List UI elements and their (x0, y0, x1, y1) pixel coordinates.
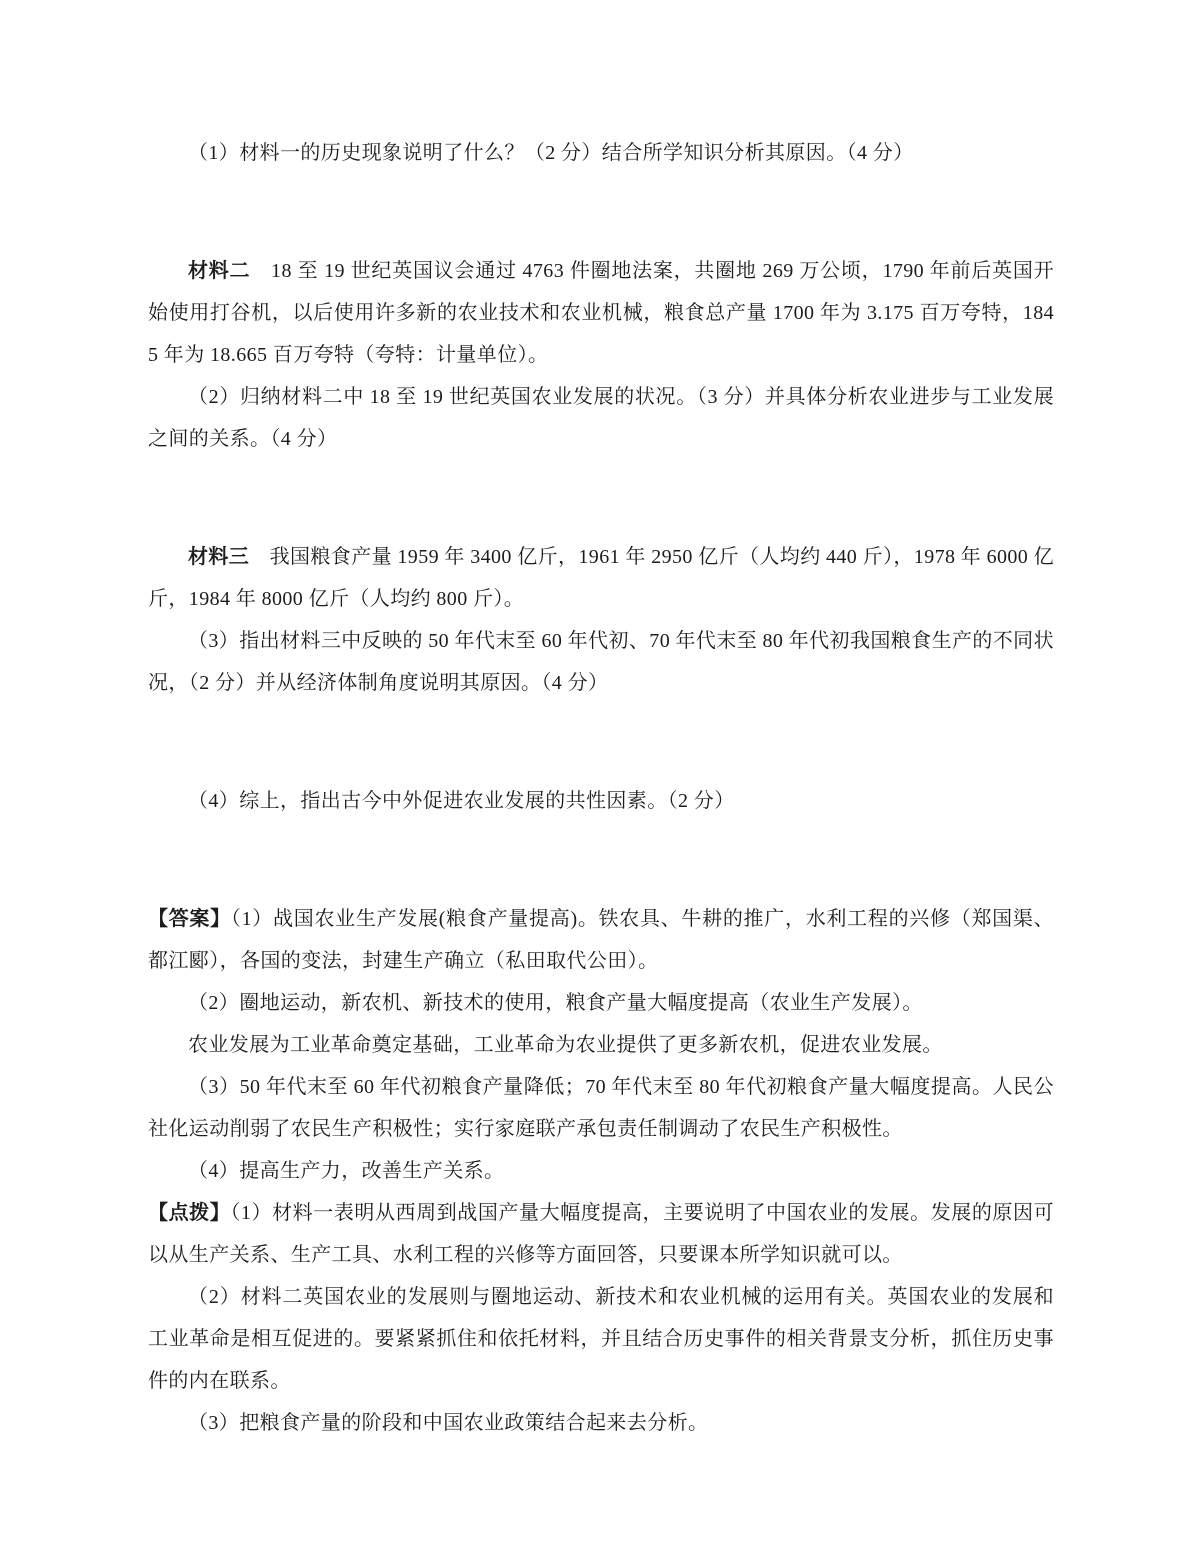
question-1-text: （1）材料一的历史现象说明了什么？（2 分）结合所学知识分析其原因。（4 分） (188, 142, 914, 164)
question-1 (148, 132, 1054, 174)
hint-paragraph-3 (148, 1402, 1054, 1444)
answer-paragraph-2 (148, 982, 1054, 1024)
question-2 (148, 376, 1054, 460)
answer-paragraph-2-text: （2）圈地运动，新农机、新技术的使用，粮食产量大幅度提高（农业生产发展）。 (188, 992, 923, 1014)
answer-paragraph-4-text: （3）50 年代末至 60 年代初粮食产量降低；70 年代末至 80 年代初粮食产量大幅度提高。人民公社化运动削弱了农民生产积极性；实行家庭联产承包责任制调动了农民生产积极性。 (148, 1076, 1054, 1140)
hint-paragraph-1-text: （1）材料一表明从西周到战国产量大幅度提高，主要说明了中国农业的发展。发展的原因可以从生产关系、生产工具、水利工程的兴修等方面回答，只要课本所学知识就可以。 (148, 1202, 1054, 1266)
question-2-text: （2）归纳材料二中 18 至 19 世纪英国农业发展的状况。（3 分）并具体分析农业进步与工业发展之间的关系。（4 分） (148, 386, 1054, 450)
material-2-text: 18 至 19 世纪英国议会通过 4763 件圈地法案，共圈地 269 万公顷，1790 年前后英国开始使用打谷机，以后使用许多新的农业技术和农业机械，粮食总产量 1700 年为 3.175 百万夸特，1845 年为 18.665 百万夸特（夸特：计量单位）。 (148, 260, 1054, 366)
answer-paragraph-3 (148, 1024, 1054, 1066)
answer-paragraph-3-text: 农业发展为工业革命奠定基础，工业革命为农业提供了更多新农机，促进农业发展。 (188, 1034, 943, 1056)
question-4 (148, 780, 1054, 822)
answer-paragraph-1-label: 【答案】 (148, 908, 231, 930)
hint-paragraph-2-text: （2）材料二英国农业的发展则与圈地运动、新技术和农业机械的运用有关。英国农业的发展和工业革命是相互促进的。要紧紧抓住和依托材料，并且结合历史事件的相关背景支分析，抓住历史事件的内在联系。 (148, 1286, 1054, 1392)
material-3-text: 我国粮食产量 1959 年 3400 亿斤，1961 年 2950 亿斤（人均约 440 斤），1978 年 6000 亿斤，1984 年 8000 亿斤（人均约 800 斤）。 (148, 546, 1055, 610)
hint-paragraph-3-text: （3）把粮食产量的阶段和中国农业政策结合起来去分析。 (188, 1412, 709, 1434)
material-3 (148, 536, 1054, 620)
answer-paragraph-5-text: （4）提高生产力，改善生产关系。 (188, 1160, 505, 1182)
material-2-label: 材料二 (188, 260, 251, 282)
answer-paragraph-1 (148, 898, 1054, 982)
question-4-text: （4）综上，指出古今中外促进农业发展的共性因素。（2 分） (188, 790, 735, 812)
material-3-label: 材料三 (188, 546, 250, 568)
answer-paragraph-1-text: （1）战国农业生产发展(粮食产量提高)。铁农具、牛耕的推广，水利工程的兴修（郑国渠、都江郾），各国的变法，封建生产确立（私田取代公田）。 (148, 908, 1054, 972)
document-body (148, 132, 1054, 1444)
hint-paragraph-1 (148, 1192, 1054, 1276)
question-3-text: （3）指出材料三中反映的 50 年代末至 60 年代初、70 年代末至 80 年代初我国粮食生产的不同状况，（2 分）并从经济体制角度说明其原因。（4 分） (148, 630, 1054, 694)
answer-paragraph-5 (148, 1150, 1054, 1192)
material-2 (148, 250, 1054, 376)
hint-paragraph-1-label: 【点拨】 (148, 1202, 231, 1224)
answer-paragraph-4 (148, 1066, 1054, 1150)
question-3 (148, 620, 1054, 704)
hint-paragraph-2 (148, 1276, 1054, 1402)
